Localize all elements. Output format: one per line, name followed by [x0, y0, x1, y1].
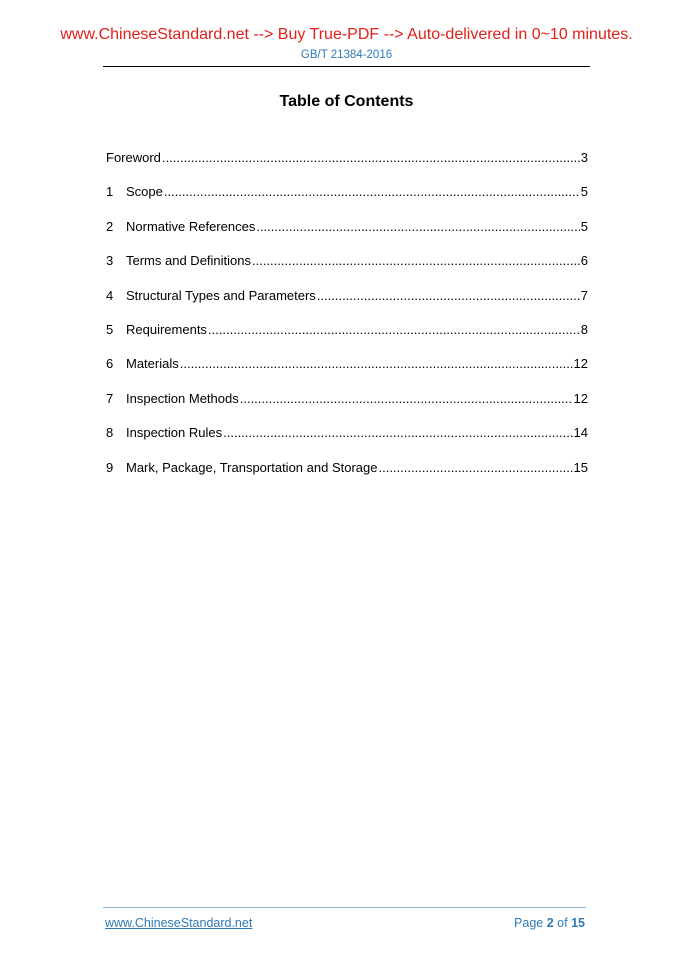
toc-dot-leader: [317, 286, 580, 306]
toc-entry-label: Normative References: [126, 218, 256, 234]
toc-entry-number: 9: [106, 459, 114, 475]
toc-entry-number: 3: [106, 253, 114, 269]
toc-entry-number: 8: [106, 425, 114, 441]
toc-entry-number: 6: [106, 356, 114, 372]
toc-dot-leader: [256, 217, 579, 237]
header-divider: [103, 66, 590, 67]
toc-entry-foreword[interactable]: [106, 148, 588, 182]
toc-entry-label: Foreword: [106, 150, 161, 165]
page-separator: of: [557, 916, 568, 930]
footer-divider: [103, 907, 586, 908]
toc-entry-page: 5: [580, 218, 588, 234]
footer-site-link[interactable]: www.ChineseStandard.net: [105, 916, 253, 930]
standard-code: GB/T 21384-2016: [300, 49, 393, 61]
toc-entry-terms-and-definitions[interactable]: [106, 251, 588, 285]
toc-entry-label: Terms and Definitions: [126, 253, 251, 269]
toc-dot-leader: [164, 182, 580, 202]
toc-dot-leader: [223, 423, 572, 443]
toc-entry-page: 15: [573, 459, 588, 475]
toc-dot-leader: [378, 458, 572, 478]
toc-entry-page: 12: [573, 356, 588, 372]
page-indicator: [514, 916, 585, 930]
toc-dot-leader: [208, 320, 580, 340]
toc-title: Table of Contents: [279, 93, 414, 110]
page-prefix: Page: [514, 916, 544, 930]
toc-entry-requirements[interactable]: [106, 320, 588, 354]
toc-entry-structural-types[interactable]: [106, 286, 588, 320]
total-pages: 15: [571, 916, 585, 930]
toc-entry-scope[interactable]: [106, 182, 588, 216]
toc-entry-number: 1: [106, 184, 114, 200]
toc-entry-label: Scope: [126, 184, 163, 200]
toc-entry-label: Materials: [126, 356, 179, 372]
toc-entry-label: Mark, Package, Transportation and Storage: [126, 459, 378, 475]
toc-entry-page: 7: [580, 287, 588, 303]
toc-entry-label: Requirements: [126, 321, 207, 337]
toc-entry-materials[interactable]: [106, 354, 588, 388]
toc-entry-number: 7: [106, 390, 114, 406]
toc-entry-label: Inspection Methods: [126, 390, 239, 406]
toc-entry-page: 5: [580, 184, 588, 200]
toc-entry-inspection-methods[interactable]: [106, 389, 588, 423]
toc-entry-label: Structural Types and Parameters: [126, 287, 316, 303]
header-banner[interactable]: www.ChineseStandard.net --> Buy True-PDF --> Auto-delivered in 0~10 minutes.: [60, 26, 633, 43]
toc-entry-number: 5: [106, 321, 114, 337]
toc-entry-page: 6: [580, 253, 588, 269]
toc-dot-leader: [162, 148, 580, 168]
toc-entry-normative-references[interactable]: [106, 217, 588, 251]
toc-entry-page: 14: [573, 425, 588, 441]
current-page: 2: [546, 916, 554, 930]
toc-entry-page: 3: [580, 150, 588, 165]
toc-entry-mark-package[interactable]: [106, 458, 588, 492]
toc-list: [106, 148, 588, 492]
toc-entry-page: 12: [573, 390, 588, 406]
toc-entry-number: 2: [106, 218, 114, 234]
toc-entry-page: 8: [580, 321, 588, 337]
toc-entry-label: Inspection Rules: [126, 425, 223, 441]
toc-dot-leader: [180, 354, 573, 374]
toc-entry-number: 4: [106, 287, 114, 303]
toc-entry-inspection-rules[interactable]: [106, 423, 588, 457]
toc-dot-leader: [252, 251, 580, 271]
toc-dot-leader: [240, 389, 573, 409]
